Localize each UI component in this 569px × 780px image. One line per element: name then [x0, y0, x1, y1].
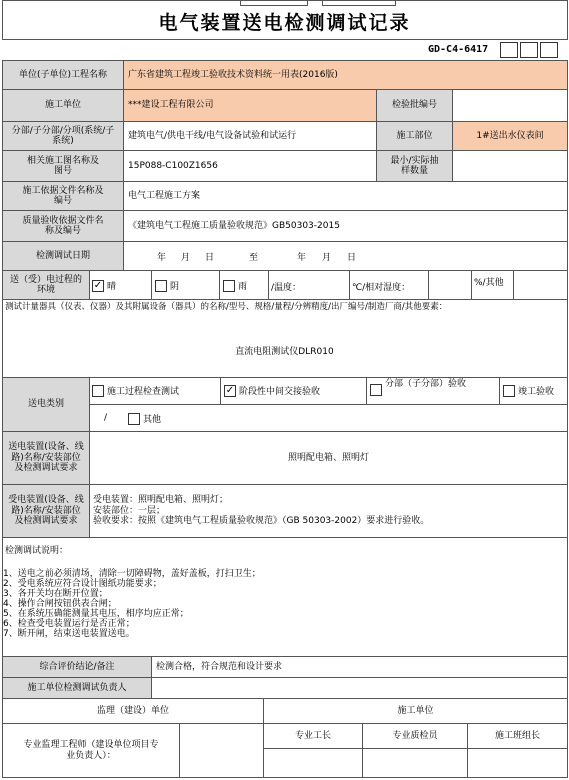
date-year: 年: [157, 253, 167, 263]
acceptance-label: 质量验收依据文件名称及编号: [2, 210, 124, 242]
team-leader-label: 施工班组长: [467, 723, 568, 749]
code-box-1[interactable]: [500, 42, 518, 58]
description-item: 1、送电之前必须清场，清除一切障碍物，盖好盖板，打扫卫生；: [3, 569, 261, 579]
receive-line-2: 安装部位：一层；: [93, 505, 166, 516]
description-label: 检测调试说明：: [5, 546, 69, 556]
code-box-2[interactable]: [520, 42, 538, 58]
description-item: 7、断开闸，结束送电装置送电。: [3, 629, 135, 640]
environment-label: 送（受）电过程的环境: [2, 270, 90, 300]
form-code: GD-C4-6417: [428, 44, 489, 55]
contractor-label: 施工单位: [2, 89, 124, 122]
check-icon[interactable]: ✓: [225, 384, 235, 396]
conclusion-value[interactable]: 检测合格，符合规范和设计要求: [151, 656, 568, 678]
checkbox-empty-icon[interactable]: [370, 384, 382, 396]
basis-value[interactable]: 电气工程施工方案: [123, 181, 568, 211]
part-label: 施工部位: [376, 121, 453, 151]
batch-label: 检验批编号: [376, 89, 453, 122]
checkbox-empty-icon[interactable]: [128, 413, 140, 425]
receive-line-1: 受电装置：照明配电箱、照明灯；: [93, 495, 229, 506]
date-label: 检测调试日期: [2, 241, 124, 271]
checkbox-empty-icon[interactable]: [92, 385, 104, 397]
unit-label: 单位(子单位)工程名称: [2, 60, 124, 90]
engineer-signature[interactable]: [179, 723, 264, 778]
conclusion-label: 综合评价结论/备注: [2, 656, 152, 678]
part-value[interactable]: 1#送出水仪表间: [452, 121, 568, 151]
date-day: 日: [205, 253, 215, 263]
responsible-value[interactable]: [151, 677, 568, 699]
env-humidity: ℃/相对湿度：: [352, 283, 411, 293]
type-completion-option[interactable]: 竣工验收: [503, 384, 554, 397]
type-interim-option[interactable]: ✓ 阶段性中间交接验收: [225, 384, 321, 397]
description-item: 5、在系统压确能测量其电压，相序均应正常；: [3, 609, 189, 620]
foreman-label: 专业工长: [263, 723, 363, 749]
instrument-value[interactable]: 直流电阻测试仪DLR010: [235, 347, 334, 357]
division-label: 分部/子分部/分项(系统/子系统): [2, 121, 124, 151]
receive-line-3: 验收要求：按照《建筑电气工程质量验收规范》（GB 50303-2002）要求进行验收。: [93, 516, 430, 527]
contractor-header: 施工单位: [263, 698, 568, 724]
acceptance-value[interactable]: 《建筑电气工程施工质量验收规范》GB50303-2015: [123, 210, 568, 242]
send-device-label: 送电装置(设备、线路)名称/安装部位及检测调试要求: [2, 431, 90, 485]
env-other: %/其他: [474, 278, 504, 288]
drawing-label: 相关施工图名称及图号: [2, 150, 124, 182]
receive-device-value[interactable]: [89, 484, 568, 538]
checkbox-empty-icon[interactable]: [223, 280, 235, 292]
checkbox-empty-icon[interactable]: [155, 280, 167, 292]
env-cloudy-option[interactable]: 阴: [155, 279, 179, 292]
code-box-3[interactable]: [540, 42, 558, 58]
description-item: 4、操作合闸按钮供表合闸；: [3, 599, 117, 610]
description-list: [3, 569, 261, 640]
inspector-label: 专业质检员: [362, 723, 468, 749]
env-temperature: /温度：: [271, 283, 302, 293]
team-leader-signature[interactable]: [467, 748, 568, 778]
engineer-label: 专业监理工程师（建设单位项目专业负责人）：: [2, 723, 180, 778]
responsible-label: 施工单位检测调试负责人: [2, 677, 152, 699]
unit-value[interactable]: 广东省建筑工程竣工验收技术资料统一用表(2016版): [123, 60, 568, 90]
page-title: 电气装置送电检测调试记录: [158, 12, 411, 34]
type-other-option[interactable]: 其他: [128, 412, 161, 425]
date-to: 至: [249, 253, 259, 263]
type-division-option[interactable]: 分部（子分部）验收: [370, 380, 495, 396]
foreman-signature[interactable]: [263, 748, 363, 778]
drawing-value[interactable]: 15P088-C100Z1656: [123, 150, 377, 182]
batch-value[interactable]: [452, 89, 568, 122]
instrument-description: 测试计量器具（仪表、仪器）及其附属设备（器具）的名称/型号、规格/量程/分辨精度/出厂编号/制造厂商/其他要素：: [5, 302, 448, 312]
env-rain-option[interactable]: 雨: [223, 279, 247, 292]
send-device-value[interactable]: 照明配电箱、照明灯: [89, 431, 568, 485]
receive-device-label: 受电装置(设备、线路)名称/安装部位及检测调试要求: [2, 484, 90, 538]
basis-label: 施工依据文件名称及编号: [2, 181, 124, 211]
supervisor-header: 监理（建设）单位: [2, 698, 264, 724]
description-item: 2、受电系统应符合设计图纸功能要求；: [3, 579, 162, 590]
power-type-label: 送电类别: [2, 377, 90, 432]
contractor-value[interactable]: ***建设工程有限公司: [123, 89, 377, 122]
date-month-2: 月: [322, 253, 332, 263]
type-slash: /: [104, 413, 108, 423]
type-process-option[interactable]: 施工过程检查测试: [92, 384, 179, 397]
description-item: 3、各开关均在断开位置；: [3, 589, 108, 600]
division-value[interactable]: 建筑电气/供电干线/电气设备试验和试运行: [123, 121, 377, 151]
date-day-2: 日: [347, 253, 357, 263]
min-sample-value[interactable]: [452, 150, 568, 182]
date-month: 月: [181, 253, 191, 263]
inspector-signature[interactable]: [362, 748, 468, 778]
min-sample-label: 最小/实际抽样数量: [376, 150, 453, 182]
checkbox-empty-icon[interactable]: [503, 385, 515, 397]
date-year-2: 年: [297, 253, 307, 263]
description-item: 6、检查受电装置运行是否正常；: [3, 619, 135, 630]
check-icon[interactable]: ✓: [93, 279, 103, 291]
env-sunny-option[interactable]: ✓ 晴: [93, 279, 117, 292]
